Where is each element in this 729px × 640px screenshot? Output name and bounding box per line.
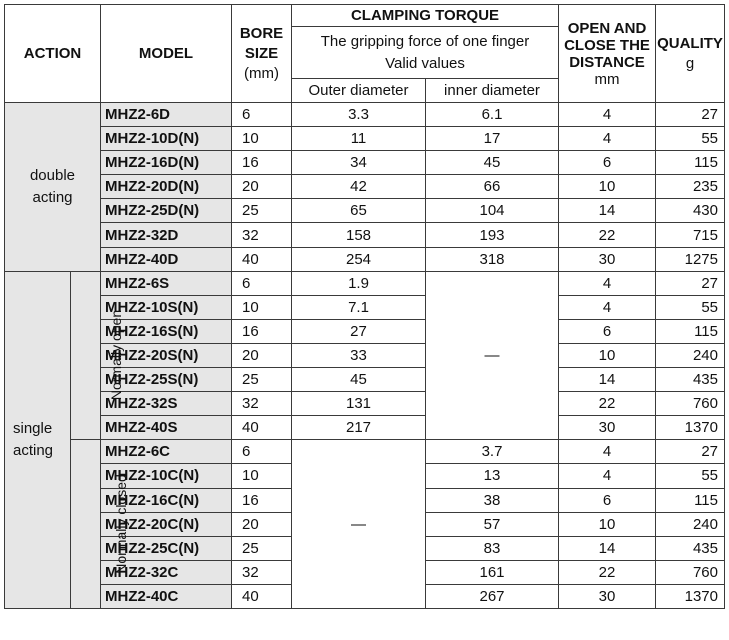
cell-inner: 38 — [426, 488, 559, 512]
cell-outer: 45 — [292, 368, 426, 392]
normally-closed-label: Normally closed — [112, 473, 129, 574]
cell-outer: 65 — [292, 199, 426, 223]
header-bore-unit: (mm) — [244, 64, 279, 82]
cell-quality: 1275 — [656, 247, 725, 271]
header-clamping-torque: CLAMPING TORQUE — [292, 5, 559, 27]
cell-bore: 10 — [232, 464, 292, 488]
cell-inner: 193 — [426, 223, 559, 247]
group-single-acting — [5, 271, 71, 608]
cell-model: MHZ2-16C(N) — [101, 488, 232, 512]
cell-quality: 430 — [656, 199, 725, 223]
cell-model: MHZ2-6S — [101, 271, 232, 295]
cell-outer: 11 — [292, 127, 426, 151]
cell-quality: 1370 — [656, 584, 725, 608]
header-gripping-line1: The gripping force of one finger — [320, 32, 530, 50]
cell-open: 22 — [559, 560, 656, 584]
cell-open: 10 — [559, 343, 656, 367]
cell-bore: 16 — [232, 151, 292, 175]
cell-open: 4 — [559, 271, 656, 295]
cell-bore: 32 — [232, 223, 292, 247]
header-inner-diameter: inner diameter — [426, 79, 559, 103]
cell-model: MHZ2-6C — [101, 440, 232, 464]
cell-quality: 760 — [656, 392, 725, 416]
group-normally-open — [71, 271, 125, 440]
cell-quality: 715 — [656, 223, 725, 247]
cell-quality: 240 — [656, 343, 725, 367]
cell-bore: 20 — [232, 343, 292, 367]
cell-model: MHZ2-32D — [101, 223, 232, 247]
group-double-acting — [5, 103, 101, 272]
cell-model: MHZ2-32S — [101, 392, 232, 416]
cell-bore: 6 — [232, 271, 292, 295]
cell-quality: 240 — [656, 512, 725, 536]
cell-open: 30 — [559, 584, 656, 608]
cell-outer: 34 — [292, 151, 426, 175]
cell-bore: 25 — [232, 536, 292, 560]
cell-open: 14 — [559, 368, 656, 392]
cell-inner: 13 — [426, 464, 559, 488]
header-quality-unit: g — [685, 54, 695, 72]
cell-open: 4 — [559, 127, 656, 151]
group-single-line2: acting — [13, 441, 54, 459]
cell-model: MHZ2-40S — [101, 416, 232, 440]
header-model: MODEL — [101, 5, 232, 103]
cell-outer: 27 — [292, 319, 426, 343]
cell-bore: 6 — [232, 103, 292, 127]
cell-outer: 1.9 — [292, 271, 426, 295]
header-bore — [232, 5, 292, 103]
cell-quality: 115 — [656, 319, 725, 343]
cell-outer: 33 — [292, 343, 426, 367]
cell-open: 4 — [559, 464, 656, 488]
cell-outer: 131 — [292, 392, 426, 416]
cell-bore: 10 — [232, 295, 292, 319]
cell-quality: 55 — [656, 464, 725, 488]
cell-open: 6 — [559, 319, 656, 343]
cell-quality: 235 — [656, 175, 725, 199]
group-single-line1: single — [13, 419, 53, 437]
header-quality — [656, 5, 725, 103]
cell-quality: 27 — [656, 440, 725, 464]
cell-quality: 55 — [656, 295, 725, 319]
header-open-line2: CLOSE THE — [564, 36, 650, 54]
cell-quality: 115 — [656, 151, 725, 175]
cell-outer: 217 — [292, 416, 426, 440]
cell-inner: 66 — [426, 175, 559, 199]
cell-outer: 42 — [292, 175, 426, 199]
cell-open: 22 — [559, 223, 656, 247]
cell-open: 4 — [559, 295, 656, 319]
cell-model: MHZ2-16D(N) — [101, 151, 232, 175]
cell-outer: 3.3 — [292, 103, 426, 127]
cell-open: 14 — [559, 199, 656, 223]
cell-open: 4 — [559, 440, 656, 464]
cell-bore: 40 — [232, 247, 292, 271]
cell-quality: 760 — [656, 560, 725, 584]
header-open-line1: OPEN AND — [567, 19, 647, 37]
cell-bore: 20 — [232, 512, 292, 536]
cell-inner: 45 — [426, 151, 559, 175]
cell-bore: 10 — [232, 127, 292, 151]
cell-inner: 161 — [426, 560, 559, 584]
group-double-line2: acting — [32, 188, 73, 206]
cell-model: MHZ2-40D — [101, 247, 232, 271]
header-quality-label: QUALITY — [657, 34, 723, 52]
cell-open: 6 — [559, 151, 656, 175]
cell-inner: 17 — [426, 127, 559, 151]
cell-bore: 16 — [232, 488, 292, 512]
group-double-line1: double — [29, 166, 76, 184]
cell-bore: 40 — [232, 584, 292, 608]
cell-quality: 27 — [656, 271, 725, 295]
cell-quality: 115 — [656, 488, 725, 512]
header-open-close — [559, 5, 656, 103]
cell-model: MHZ2-10S(N) — [101, 295, 232, 319]
cell-inner: 3.7 — [426, 440, 559, 464]
cell-inner: 318 — [426, 247, 559, 271]
cell-open: 30 — [559, 247, 656, 271]
cell-open: 14 — [559, 536, 656, 560]
header-open-line3: DISTANCE — [569, 53, 645, 71]
cell-model: MHZ2-16S(N) — [101, 319, 232, 343]
header-gripping-line2: Valid values — [385, 54, 465, 72]
cell-inner: 6.1 — [426, 103, 559, 127]
cell-outer: 7.1 — [292, 295, 426, 319]
cell-bore: 32 — [232, 392, 292, 416]
cell-model: MHZ2-20D(N) — [101, 175, 232, 199]
cell-model: MHZ2-40C — [101, 584, 232, 608]
cell-bore: 20 — [232, 175, 292, 199]
header-open-unit: mm — [594, 70, 620, 88]
cell-bore: 25 — [232, 199, 292, 223]
cell-model: MHZ2-20C(N) — [101, 512, 232, 536]
cell-open: 10 — [559, 512, 656, 536]
cell-model: MHZ2-32C — [101, 560, 232, 584]
cell-open: 30 — [559, 416, 656, 440]
cell-bore: 16 — [232, 319, 292, 343]
group-normally-closed — [71, 440, 129, 609]
cell-inner: 104 — [426, 199, 559, 223]
spec-table — [4, 4, 725, 609]
cell-model: MHZ2-25S(N) — [101, 368, 232, 392]
cell-outer: 254 — [292, 247, 426, 271]
cell-inner: 57 — [426, 512, 559, 536]
cell-bore: 25 — [232, 368, 292, 392]
header-gripping-force — [292, 27, 559, 79]
cell-bore: 6 — [232, 440, 292, 464]
cell-open: 22 — [559, 392, 656, 416]
cell-quality: 27 — [656, 103, 725, 127]
cell-inner: 83 — [426, 536, 559, 560]
cell-open: 10 — [559, 175, 656, 199]
cell-outer: 158 — [292, 223, 426, 247]
cell-model: MHZ2-6D — [101, 103, 232, 127]
cell-model: MHZ2-10C(N) — [101, 464, 232, 488]
header-bore-line1: BORE — [239, 24, 284, 42]
cell-outer-dash: — — [292, 440, 426, 609]
cell-quality: 435 — [656, 368, 725, 392]
normally-open-label: Normally open — [108, 309, 125, 401]
cell-quality: 55 — [656, 127, 725, 151]
cell-model: MHZ2-20S(N) — [101, 343, 232, 367]
cell-quality: 1370 — [656, 416, 725, 440]
cell-quality: 435 — [656, 536, 725, 560]
cell-open: 6 — [559, 488, 656, 512]
cell-open: 4 — [559, 103, 656, 127]
header-action: ACTION — [5, 5, 101, 103]
cell-inner: 267 — [426, 584, 559, 608]
cell-bore: 40 — [232, 416, 292, 440]
header-outer-diameter: Outer diameter — [292, 79, 426, 103]
header-bore-line2: SIZE — [244, 44, 279, 62]
cell-model: MHZ2-25D(N) — [101, 199, 232, 223]
cell-model: MHZ2-10D(N) — [101, 127, 232, 151]
cell-inner-dash: — — [426, 271, 559, 440]
cell-bore: 32 — [232, 560, 292, 584]
cell-model: MHZ2-25C(N) — [101, 536, 232, 560]
